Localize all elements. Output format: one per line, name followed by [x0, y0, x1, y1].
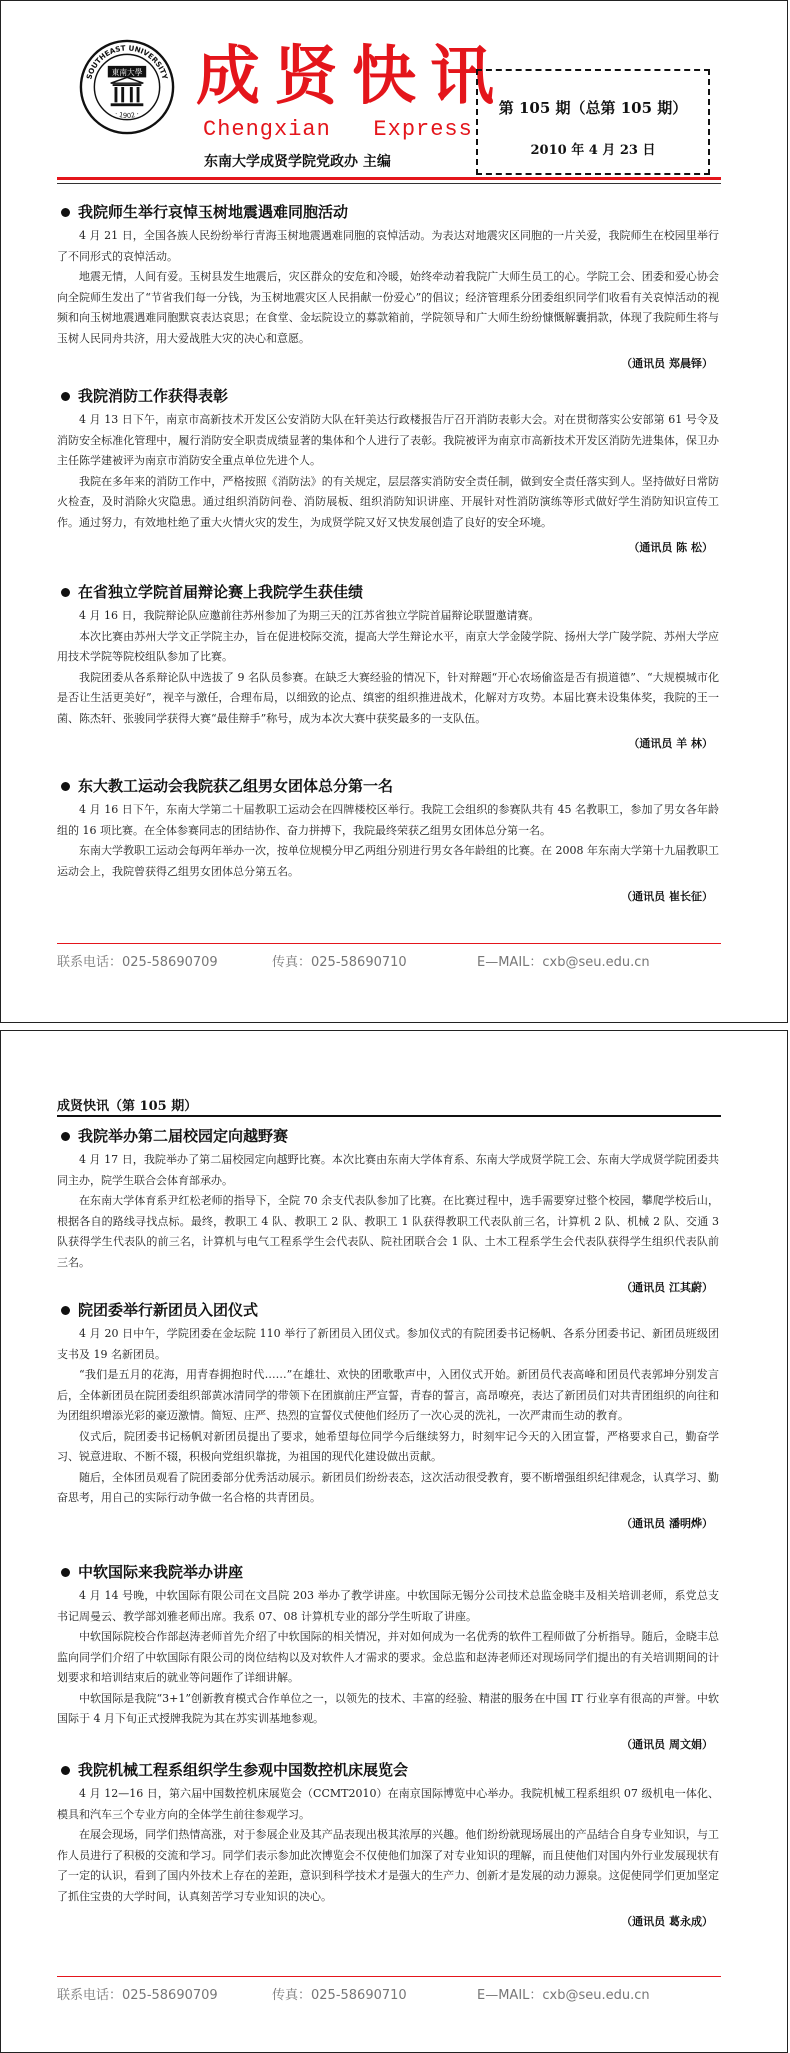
issue-number: 第 105 期（总第 105 期）	[498, 99, 688, 117]
article-paragraph: 仪式后，院团委书记杨帆对新团员提出了要求，她希望每位同学今后继续努力，时刻牢记今天的入团宣誓，严格要求自己，勤奋学习、锐意进取、不断不辍，积极向党组织靠拢，为祖国的现代化建设做出贡献。	[57, 1429, 719, 1463]
footer-rule	[57, 1976, 721, 1977]
article-paragraph: 随后，全体团员观看了院团委部分优秀活动展示。新团员们纷纷表态，这次活动很受教育，要不断增强组织纪律观念，认真学习、勤奋思考，用自己的实际行动争做一名合格的共青团员。	[57, 1470, 719, 1504]
article-paragraph: 4 月 12—16 日，第六届中国数控机床展览会（CCMT2010）在南京国际博览中心举办。我院机械工程系组织 07 级机电一体化、模具和汽车三个专业方向的全体学生前往参观学习。	[57, 1787, 719, 1821]
page-running-header: 成贤快讯（第 105 期）	[57, 1099, 198, 1114]
page-header-rule	[57, 1115, 721, 1117]
article-paragraph: 4 月 14 号晚，中软国际有限公司在文昌院 203 举办了教学讲座。中软国际无锡分公司技术总监金晓丰及相关培训老师，系党总支书记周曼云、教学部刘雅老师出席。我系 07、08 计算机专业的部分学生听取了讲座。	[57, 1589, 719, 1623]
article-paragraph: “我们是五月的花海，用青春拥抱时代……”在雄壮、欢快的团歌歌声中，入团仪式开始。新团员代表高峰和团员代表郭坤分别发言后，全体新团员在院团委组织部黄冰清同学的带领下在团旗前庄严宣誓，青春的誓言，高昂嘹亮，表达了新团员们对共青团组织的向往和为团组织增添光彩的豪迈激情。简短、庄严、热烈的宣誓仪式使他们经历了一次心灵的洗礼，一次严肃而生动的教育。	[57, 1368, 719, 1422]
article-title: 我院消防工作获得表彰	[57, 385, 719, 407]
article-title: 我院机械工程系组织学生参观中国数控机床展览会	[57, 1759, 719, 1781]
footer-fax: 传真：025-58690710	[272, 1988, 407, 2003]
footer-fax: 传真：025-58690710	[272, 955, 407, 970]
bullet-icon	[61, 1306, 70, 1315]
editor-credit: 东南大学成贤学院党政办 主编	[204, 154, 391, 170]
article-paragraph: 我院团委从各系辩论队中选拔了 9 名队员参赛。在缺乏大赛经验的情况下，针对辩题“开心农场偷盗是否有损道德”、“大规模城市化是否让生活更美好”，视辛与激任，合理布局，以细致的论点、缜密的组织推进战术，化解对方攻势。本届比赛未设集体奖，我院的王一菌、陈杰轩、张骏同学获得大赛“最佳辩手”称号，成为本次大赛中获奖最多的一支队伍。	[57, 670, 719, 725]
article-8	[57, 1759, 719, 1932]
issue-date: 2010 年 4 月 23 日	[530, 143, 656, 158]
bullet-icon	[61, 782, 70, 791]
article-5	[57, 1125, 719, 1298]
article-byline: （通讯员 羊 林）	[628, 737, 713, 750]
article-paragraph: 中软国际是我院“3+1”创新教育模式合作单位之一，以领先的技术、丰富的经验、精湛的服务在中国 IT 行业享有很高的声誉。中软国际于 4 月下旬正式授牌我院为其在苏实训基地参观。	[57, 1691, 719, 1725]
article-title: 我院举办第二届校园定向越野赛	[57, 1125, 719, 1147]
footer-phone: 联系电话：025-58690709	[57, 1988, 218, 2003]
article-paragraph: 在展会现场，同学们热情高涨，对于参展企业及其产品表现出极其浓厚的兴趣。他们纷纷就现场展出的产品结合自身专业知识，与工作人员进行了积极的交流和学习。同学们表示参加此次博览会不仅使他们加深了对专业知识的理解，而且使他们对国内外行业发展现状有了一定的认识，看到了国内外技术上存在的差距，意识到科学技术才是强大的生产力、创新才是发展的动力源泉。这促使同学们更加坚定了抓住宝贵的大学时间，认真刻苦学习专业知识的决心。	[57, 1828, 719, 1903]
article-byline: （通讯员 葛永成）	[621, 1915, 713, 1928]
article-paragraph: 我院在多年来的消防工作中，严格按照《消防法》的有关规定，层层落实消防安全责任制，做到安全责任落实到人。坚持做好日常防火检查，及时消除火灾隐患。通过组织消防问卷、消防展板、组织消防知识讲座、开展针对性消防演练等形式做好学生消防知识宣传工作。通过努力，有效地杜绝了重大火情火灾的发生，为成贤学院又好又快发展创造了良好的安全环境。	[57, 474, 719, 529]
bullet-icon	[61, 208, 70, 217]
article-4	[57, 775, 719, 907]
article-2	[57, 385, 719, 558]
article-byline: （通讯员 江其蔚）	[621, 1281, 713, 1294]
article-paragraph: 中软国际院校合作部赵涛老师首先介绍了中软国际的相关情况，并对如何成为一名优秀的软件工程师做了分析指导。随后，金晓丰总监向同学们介绍了中软国际有限公司的岗位结构以及对软件人才需求的要求。金总监和赵涛老师还对现场同学们提出的有关培训期间的计划要求和培训结束后的就业等问题作了详细讲解。	[57, 1630, 719, 1684]
newsletter-page-1	[0, 0, 788, 1023]
bullet-icon	[61, 1568, 70, 1577]
article-paragraph: 地震无情，人间有爱。玉树县发生地震后，灾区群众的安危和冷暖，始终牵动着我院广大师生员工的心。学院工会、团委和爱心协会向全院师生发出了“节省我们每一分钱，为玉树地震灾区人民捐献一份爱心”的倡议；经济管理系分团委组织同学们收看有关哀悼活动的视频和向玉树地震遇难同胞默哀表达哀思；在食堂、金坛院设立的募款箱前，学院领导和广大师生纷纷慷慨解囊捐款，体现了我院师生将与玉树人民同舟共济，用大爱战胜大灾的决心和意愿。	[57, 270, 719, 345]
page-gap	[0, 1023, 790, 1030]
article-title: 中软国际来我院举办讲座	[57, 1561, 719, 1583]
article-paragraph: 本次比赛由苏州大学文正学院主办，旨在促进校际交流，提高大学生辩论水平，南京大学金陵学院、扬州大学广陵学院、苏州大学应用技术学院等院校组队参加了比赛。	[57, 629, 719, 663]
article-6	[57, 1299, 719, 1534]
article-paragraph: 4 月 20 日中午，学院团委在金坛院 110 举行了新团员入团仪式。参加仪式的有院团委书记杨帆、各系分团委书记、新团员班级团支书及 19 名新团员。	[57, 1327, 719, 1361]
newsletter-title-cn: 成贤快讯	[196, 39, 508, 114]
issue-info-box	[476, 69, 710, 175]
article-3	[57, 581, 719, 754]
svg-text:SOUTHEAST UNIVERSITY: SOUTHEAST UNIVERSITY	[84, 43, 170, 81]
article-paragraph: 4 月 16 日下午，东南大学第二十届教职工运动会在四牌楼校区举行。我院工会组织的参赛队共有 45 名教职工，参加了男女各年龄组的 16 项比赛。在全体参赛同志的团结协作、奋力拼搏下，我院最终荣获乙组男女团体总分第一名。	[57, 803, 719, 837]
article-7	[57, 1561, 719, 1755]
masthead-red-rule	[57, 177, 721, 180]
bullet-icon	[61, 588, 70, 597]
article-title: 东大教工运动会我院获乙组男女团体总分第一名	[57, 775, 719, 797]
footer-phone: 联系电话：025-58690709	[57, 955, 218, 970]
article-byline: （通讯员 陈 松）	[628, 541, 713, 554]
article-paragraph: 4 月 21 日，全国各族人民纷纷举行青海玉树地震遇难同胞的哀悼活动。为表达对地震灾区同胞的一片关爱，我院师生在校园里举行了不同形式的哀悼活动。	[57, 229, 719, 263]
article-paragraph: 在东南大学体育系尹红松老师的指导下，全院 70 余支代表队参加了比赛。在比赛过程中，选手需要穿过整个校园，攀爬学校后山，根据各自的路线寻找点标。最终，教职工 4 队、教职工 2 队、教职工 1 队获得教职工代表队前三名，计算机 2 队、机械 2 队、交通 3 队获得学生代表队的前三名，计算机与电气工程系学生会代表队、院社团联合会 1 队、土木工程系学生会代表队获得学生组织代表队前三名。	[57, 1194, 719, 1269]
svg-text:東南大學: 東南大學	[111, 68, 143, 77]
article-byline: （通讯员 崔长征）	[621, 890, 713, 903]
article-paragraph: 4 月 13 日下午，南京市高新技术开发区公安消防大队在轩美达行政楼报告厅召开消防表彰大会。对在贯彻落实公安部第 61 号令及消防安全标准化管理中，履行消防安全职责成绩显著的集体和个人进行了表彰。我院被评为南京市高新技术开发区消防先进集体，保卫办主任陈学建被评为南京市消防安全重点单位先进个人。	[57, 413, 719, 467]
university-seal-logo	[79, 39, 175, 135]
bullet-icon	[61, 1766, 70, 1775]
footer-rule	[57, 943, 721, 944]
masthead-black-rule	[57, 183, 721, 184]
article-byline: （通讯员 郑晨铎）	[621, 357, 713, 370]
bullet-icon	[61, 1132, 70, 1141]
newsletter-page-2	[0, 1030, 788, 2053]
svg-text:· 1902 ·: · 1902 ·	[113, 109, 141, 120]
bullet-icon	[61, 392, 70, 401]
article-paragraph: 4 月 17 日，我院举办了第二届校园定向越野比赛。本次比赛由东南大学体育系、东南大学成贤学院工会、东南大学成贤学院团委共同主办，院学生联合会体育部承办。	[57, 1153, 719, 1187]
footer-email: E—MAIL：cxb@seu.edu.cn	[477, 955, 650, 970]
newsletter-title-en: Chengxian Express	[203, 117, 473, 142]
footer-email: E—MAIL：cxb@seu.edu.cn	[477, 1988, 650, 2003]
article-title: 在省独立学院首届辩论赛上我院学生获佳绩	[57, 581, 719, 603]
article-paragraph: 4 月 16 日，我院辩论队应邀前往苏州参加了为期三天的江苏省独立学院首届辩论联盟邀请赛。	[79, 609, 540, 622]
article-paragraph: 东南大学教职工运动会每两年举办一次，按单位规模分甲乙两组分别进行男女各年龄组的比赛。在 2008 年东南大学第十九届教职工运动会上，我院曾获得乙组男女团体总分第五名。	[57, 844, 719, 878]
article-title: 我院师生举行哀悼玉树地震遇难同胞活动	[57, 201, 719, 223]
article-1	[57, 201, 719, 374]
article-byline: （通讯员 潘明烨）	[621, 1516, 713, 1530]
article-title: 院团委举行新团员入团仪式	[57, 1299, 719, 1321]
article-byline: （通讯员 周文娟）	[621, 1737, 713, 1751]
